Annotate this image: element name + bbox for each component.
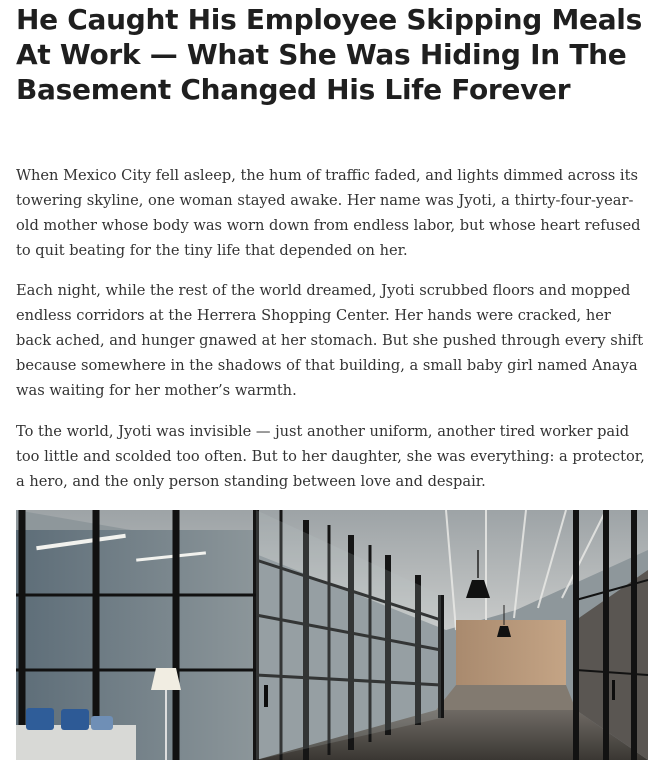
article-headline: He Caught His Employee Skipping Meals At Work — What She Was Hiding In The Basement Changed His Life Forever [16,3,642,106]
article-paragraph-2: Each night, while the rest of the world dreamed, Jyoti scrubbed floors and mopped endless corridors at the Herrera Shopping Center. Her hands were cracked, her back ached, and hunger gnawed at her stomach. But she pushed through every shift because somewhere in the shadows of that building, a small baby girl named Anaya was waiting for her mother’s warmth. [16,282,644,399]
office-corridor-illustration [16,510,648,760]
article-paragraph-1: When Mexico City fell asleep, the hum of traffic faded, and lights dimmed across its towering skyline, one woman stayed awake. Her name was Jyoti, a thirty-four-year-old mother whose body was worn down from endless labor, but whose heart refused to quit beating for the tiny life that depended on her. [16,167,641,259]
article-paragraph-3: To the world, Jyoti was invisible — just another uniform, another tired worker paid too little and scolded too often. But to her daughter, she was everything: a protector, a hero, and the only person standing between love and despair. [16,423,645,490]
article [16,0,648,490]
article-hero-image [16,510,648,760]
